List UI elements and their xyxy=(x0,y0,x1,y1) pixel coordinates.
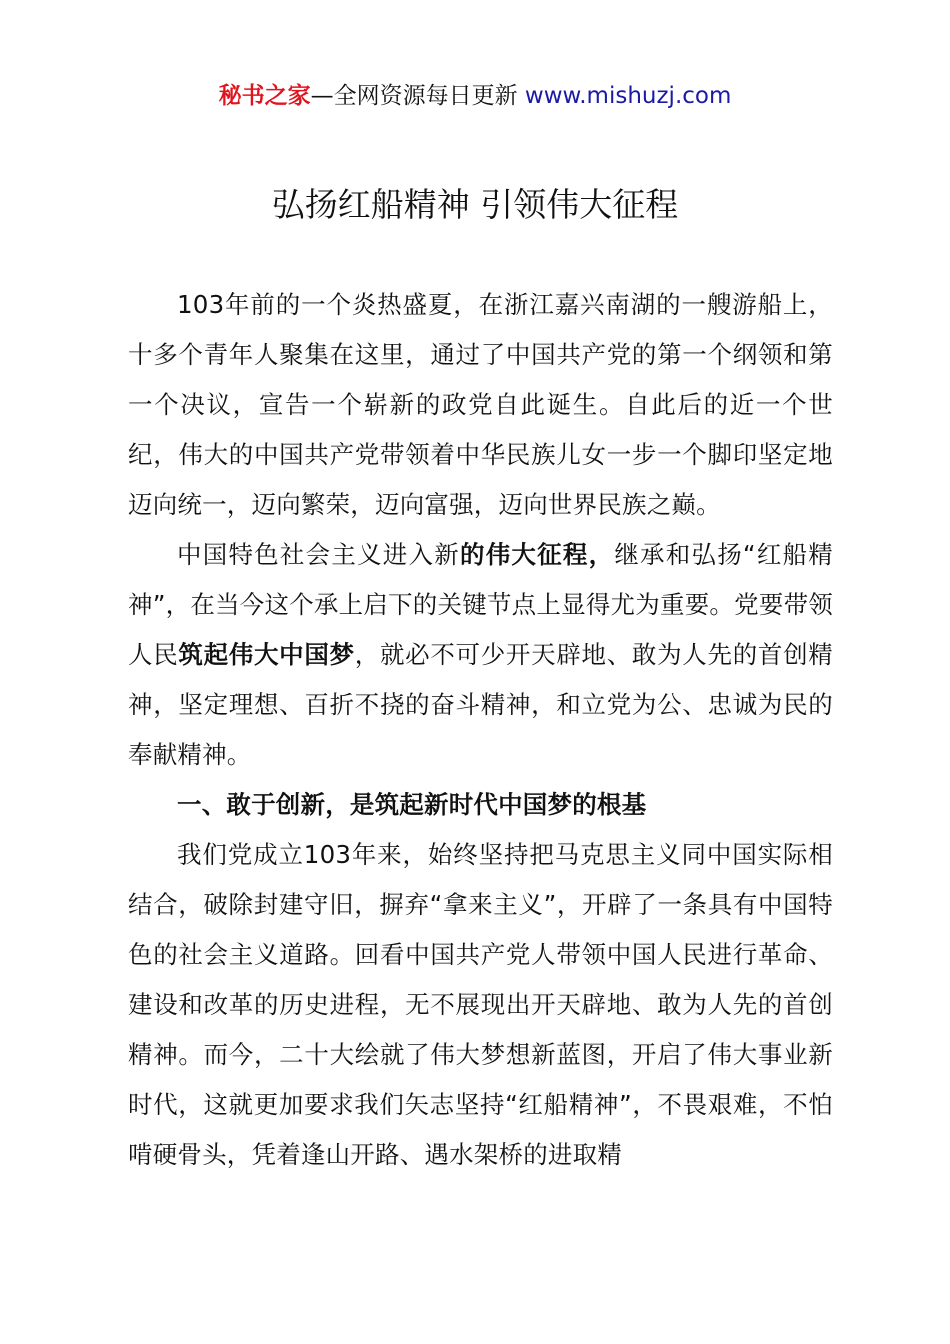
brand-name: 秘书之家 xyxy=(218,83,311,109)
site-url-link[interactable]: www.mishuzj.com xyxy=(524,83,732,109)
paragraph-2-part-a: 中国特色社会主义进入新 xyxy=(177,540,460,569)
paragraph-2-bold-a: 的伟大征程， xyxy=(459,540,615,569)
paragraph-2-bold-d: 筑起伟大中国梦 xyxy=(178,640,355,669)
paragraph-2-part-c: 继承和弘扬“红船精神”，在当今这个承上启下的关键节点上显得尤为重要。党要带领人民 xyxy=(128,540,833,669)
paragraph-3: 我们党成立103年来，始终坚持把马克思主义同中国实际相结合，破除封建守旧，摒弃“拿来主义”，开辟了一条具有中国特色的社会主义道路。回看中国共产党人带领中国人民进行革命、建设和改革的历史进程，无不展现出开天辟地、敢为人先的首创精神。而今，二十大绘就了伟大梦想新蓝图，开启了伟大事业新时代，这就更加要求我们矢志坚持“红船精神”，不畏艰难，不怕啃硬骨头，凭着逢山开路、遇水架桥的进取精 xyxy=(128,840,833,1169)
site-banner xyxy=(0,80,950,112)
paragraph-2 xyxy=(128,530,833,780)
section-heading-1: 一、敢于创新，是筑起新时代中国梦的根基 xyxy=(177,790,647,819)
paragraph-1: 103年前的一个炎热盛夏，在浙江嘉兴南湖的一艘游船上，十多个青年人聚集在这里，通过了中国共产党的第一个纲领和第一个决议，宣告一个崭新的政党自此诞生。自此后的近一个世纪，伟大的中国共产党带领着中华民族儿女一步一个脚印坚定地迈向统一，迈向繁荣，迈向富强，迈向世界民族之巅。 xyxy=(128,290,833,519)
banner-tagline: —全网资源每日更新 xyxy=(310,83,518,109)
document-body xyxy=(128,280,833,1180)
paragraph-2-part-e: ，就必不可少开天辟地、敢为人先的首创精神，坚定理想、百折不挠的奋斗精神，和立党为公、忠诚为民的奉献精神。 xyxy=(128,640,833,769)
document-title: 弘扬红船精神 引领伟大征程 xyxy=(271,185,679,224)
